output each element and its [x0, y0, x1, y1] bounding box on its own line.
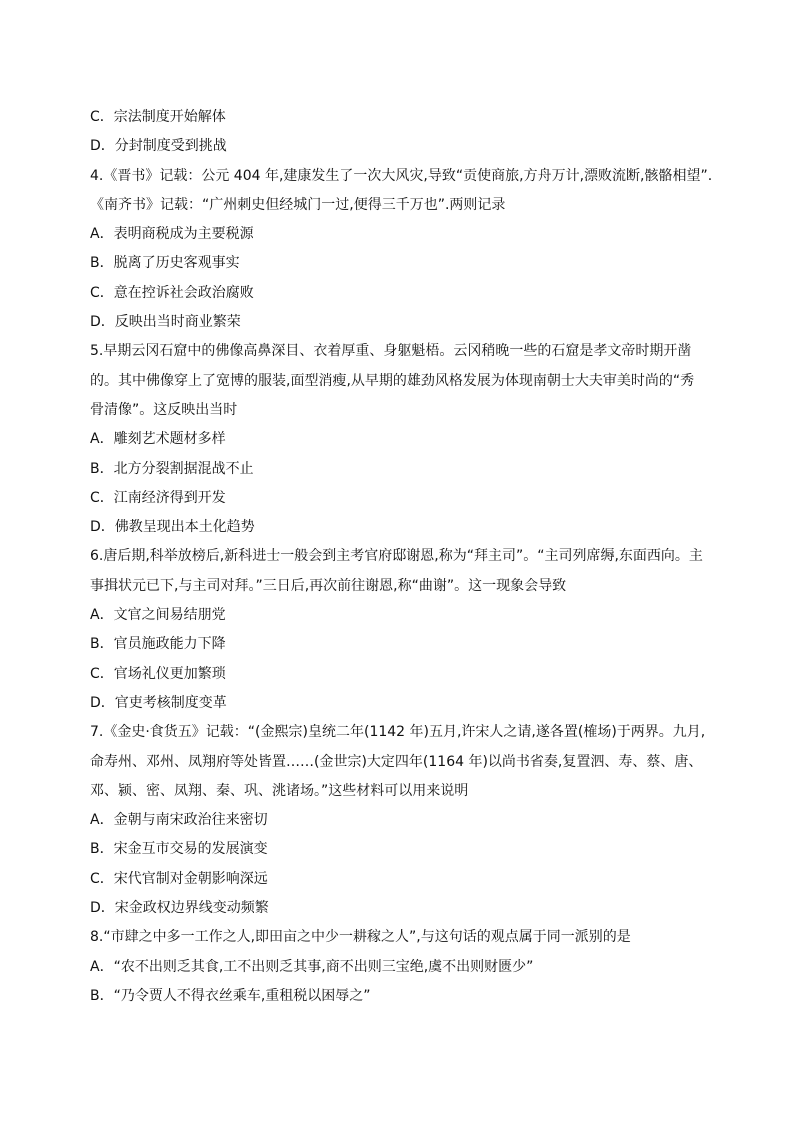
question-stem	[90, 337, 710, 425]
question-text-line: 邓、颍、密、凤翔、秦、巩、洮诸场。”这些材料可以用来说明	[90, 782, 469, 799]
document-body	[90, 103, 713, 1011]
option-c: C．江南经济得到开发	[90, 489, 226, 506]
question-text-line: 《南齐书》记载：“广州刺史但经城门一过,便得三千万也”.两则记录	[90, 196, 506, 213]
option-d: D．宋金政权边界线变动频繁	[90, 900, 269, 917]
option-a: A．金朝与南宋政治往来密切	[90, 812, 268, 829]
question-3-options	[90, 103, 710, 162]
question-4	[90, 162, 713, 338]
option-c: C．宋代官制对金朝影响深远	[90, 870, 268, 887]
option-c: C．意在控诉社会政治腐败	[90, 284, 254, 301]
question-text-line: 命寿州、邓州、凤翔府等处皆置……(金世宗)大定四年(1164 年)以尚书省奏,复置泗、寿、蔡、唐、	[90, 753, 703, 770]
option-b: B．“乃令贾人不得衣丝乘车,重租税以困辱之”	[90, 987, 371, 1004]
question-text-line: 7.《金史·食货五》记载：“(金熙宗)皇统二年(1142 年)五月,许宋人之请,遂各置(榷场)于两界。九月,	[90, 724, 706, 741]
option-d: D．佛教呈现出本土化趋势	[90, 519, 255, 536]
option-d: D．分封制度受到挑战	[90, 138, 227, 155]
question-stem	[90, 718, 710, 806]
question-text-line: 事揖状元已下,与主司对拜。”三日后,再次前往谢恩,称“曲谢”。这一现象会导致	[90, 577, 567, 594]
question-5	[90, 337, 710, 542]
option-b: B．脱离了历史客观事实	[90, 255, 240, 272]
option-d: D．反映出当时商业繁荣	[90, 314, 241, 331]
question-stem	[90, 923, 710, 952]
question-6	[90, 542, 710, 718]
question-text-line: 6.唐后期,科举放榜后,新科进士一般会到主考官府邸谢恩,称为“拜主司”。“主司列席缛,东面西向。主	[90, 548, 703, 565]
question-text-line: 骨清像”。这反映出当时	[90, 401, 238, 418]
option-a: A．雕刻艺术题材多样	[90, 431, 226, 448]
question-text-line: 8.“市肆之中多一工作之人,即田亩之中少一耕稼之人”,与这句话的观点属于同一派别的是	[90, 929, 631, 946]
option-b: B．官员施政能力下降	[90, 636, 226, 653]
question-8	[90, 923, 710, 1011]
question-text-line: 4.《晋书》记载：公元 404 年,建康发生了一次大风灾,导致“贡使商旅,方舟万计,漂败流断,骸骼相望”.	[90, 167, 713, 184]
question-text-line: 的。其中佛像穿上了宽博的服装,面型消瘦,从早期的雄劲风格发展为体现南朝士大夫审美时尚的“秀	[90, 372, 695, 389]
question-stem	[90, 162, 713, 221]
option-b: B．北方分裂割据混战不止	[90, 460, 254, 477]
option-d: D．官吏考核制度变革	[90, 694, 227, 711]
question-7	[90, 718, 710, 923]
question-text-line: 5.早期云冈石窟中的佛像高鼻深目、衣着厚重、身躯魁梧。云冈稍晚一些的石窟是孝文帝时期开凿	[90, 343, 692, 360]
option-a: A．文官之间易结朋党	[90, 607, 226, 624]
option-a: A．“农不出则乏其食,工不出则乏其事,商不出则三宝绝,虞不出则财匮少”	[90, 958, 534, 975]
option-c: C．宗法制度开始解体	[90, 109, 226, 125]
option-b: B．宋金互市交易的发展演变	[90, 841, 268, 858]
option-a: A．表明商税成为主要税源	[90, 226, 254, 243]
option-c: C．官场礼仪更加繁琐	[90, 665, 226, 682]
question-stem	[90, 542, 710, 601]
